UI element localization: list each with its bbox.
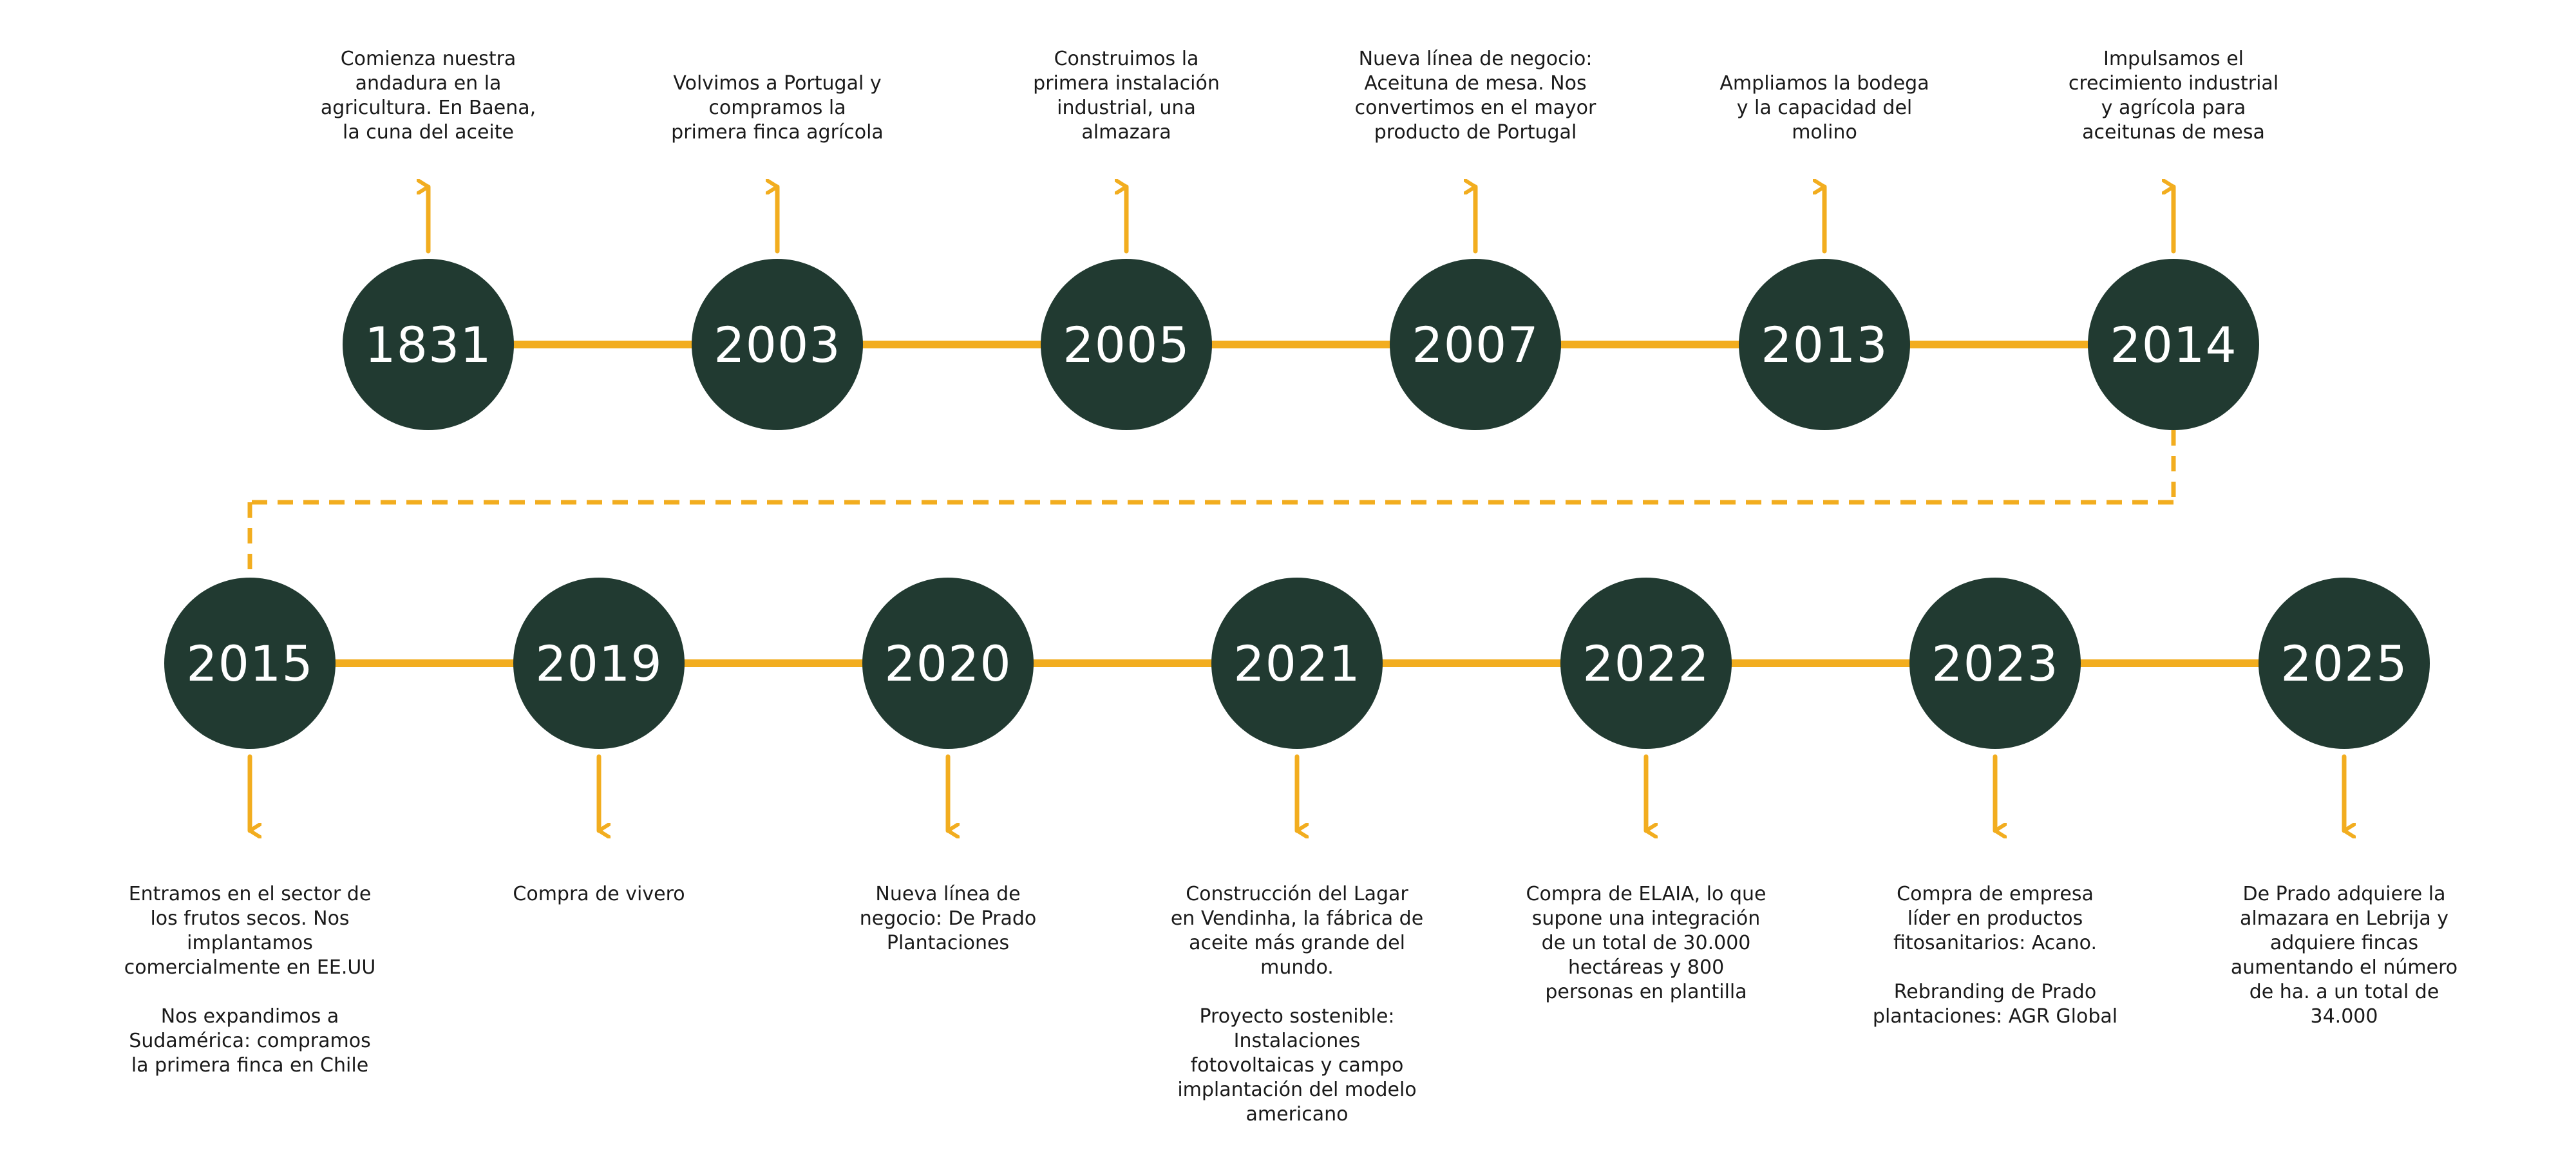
year-node-2020: 2020 xyxy=(862,578,1034,749)
event-description-2020: Nueva línea de negocio: De Prado Plantaciones xyxy=(859,883,1037,954)
year-node-2021: 2021 xyxy=(1211,578,1383,749)
year-node-2019: 2019 xyxy=(513,578,685,749)
year-node-2007: 2007 xyxy=(1390,259,1561,430)
year-node-1831: 1831 xyxy=(343,259,514,430)
event-description-2013: Ampliamos la bodega y la capacidad del molino xyxy=(1719,72,1929,144)
year-node-2013: 2013 xyxy=(1739,259,1910,430)
event-description-2003: Volvimos a Portugal y compramos la primera finca agrícola xyxy=(671,72,884,144)
event-description-2005: Construimos la primera instalación industrial, una almazara xyxy=(1033,48,1220,144)
year-node-2022: 2022 xyxy=(1560,578,1732,749)
year-node-2005: 2005 xyxy=(1041,259,1212,430)
year-node-2023: 2023 xyxy=(1909,578,2081,749)
year-node-2014: 2014 xyxy=(2088,259,2259,430)
event-description-2023: Compra de empresa líder en productos fitosanitarios: Acano. Rebranding de Prado plantaciones: AGR Global xyxy=(1872,883,2118,1028)
event-description-2007: Nueva línea de negocio: Aceituna de mesa. Nos convertimos en el mayor producto de Portugal xyxy=(1354,48,1596,144)
event-description-1831: Comienza nuestra andadura en la agricultura. En Baena, la cuna del aceite xyxy=(320,48,536,144)
event-description-2015: Entramos en el sector de los frutos secos. Nos implantamos comercialmente en EE.UU Nos expandimos a Sudamérica: compramos la primera finca en Chile xyxy=(124,883,376,1077)
event-description-2014: Impulsamos el crecimiento industrial y agrícola para aceitunas de mesa xyxy=(2068,48,2279,144)
year-node-2003: 2003 xyxy=(692,259,863,430)
event-description-2021: Construcción del Lagar en Vendinha, la fábrica de aceite más grande del mundo. Proyecto sostenible: Instalaciones fotovoltaicas y campo implantación del modelo americano xyxy=(1170,883,1424,1126)
year-node-2025: 2025 xyxy=(2259,578,2430,749)
event-description-2019: Compra de vivero xyxy=(513,883,685,905)
event-description-2025: De Prado adquiere la almazara en Lebrija y adquiere fincas aumentando el número de ha. a un total de 34.000 xyxy=(2230,883,2458,1028)
year-node-2015: 2015 xyxy=(164,578,336,749)
event-description-2022: Compra de ELAIA, lo que supone una integración de un total de 30.000 hectáreas y 800 personas en plantilla xyxy=(1526,883,1766,1003)
